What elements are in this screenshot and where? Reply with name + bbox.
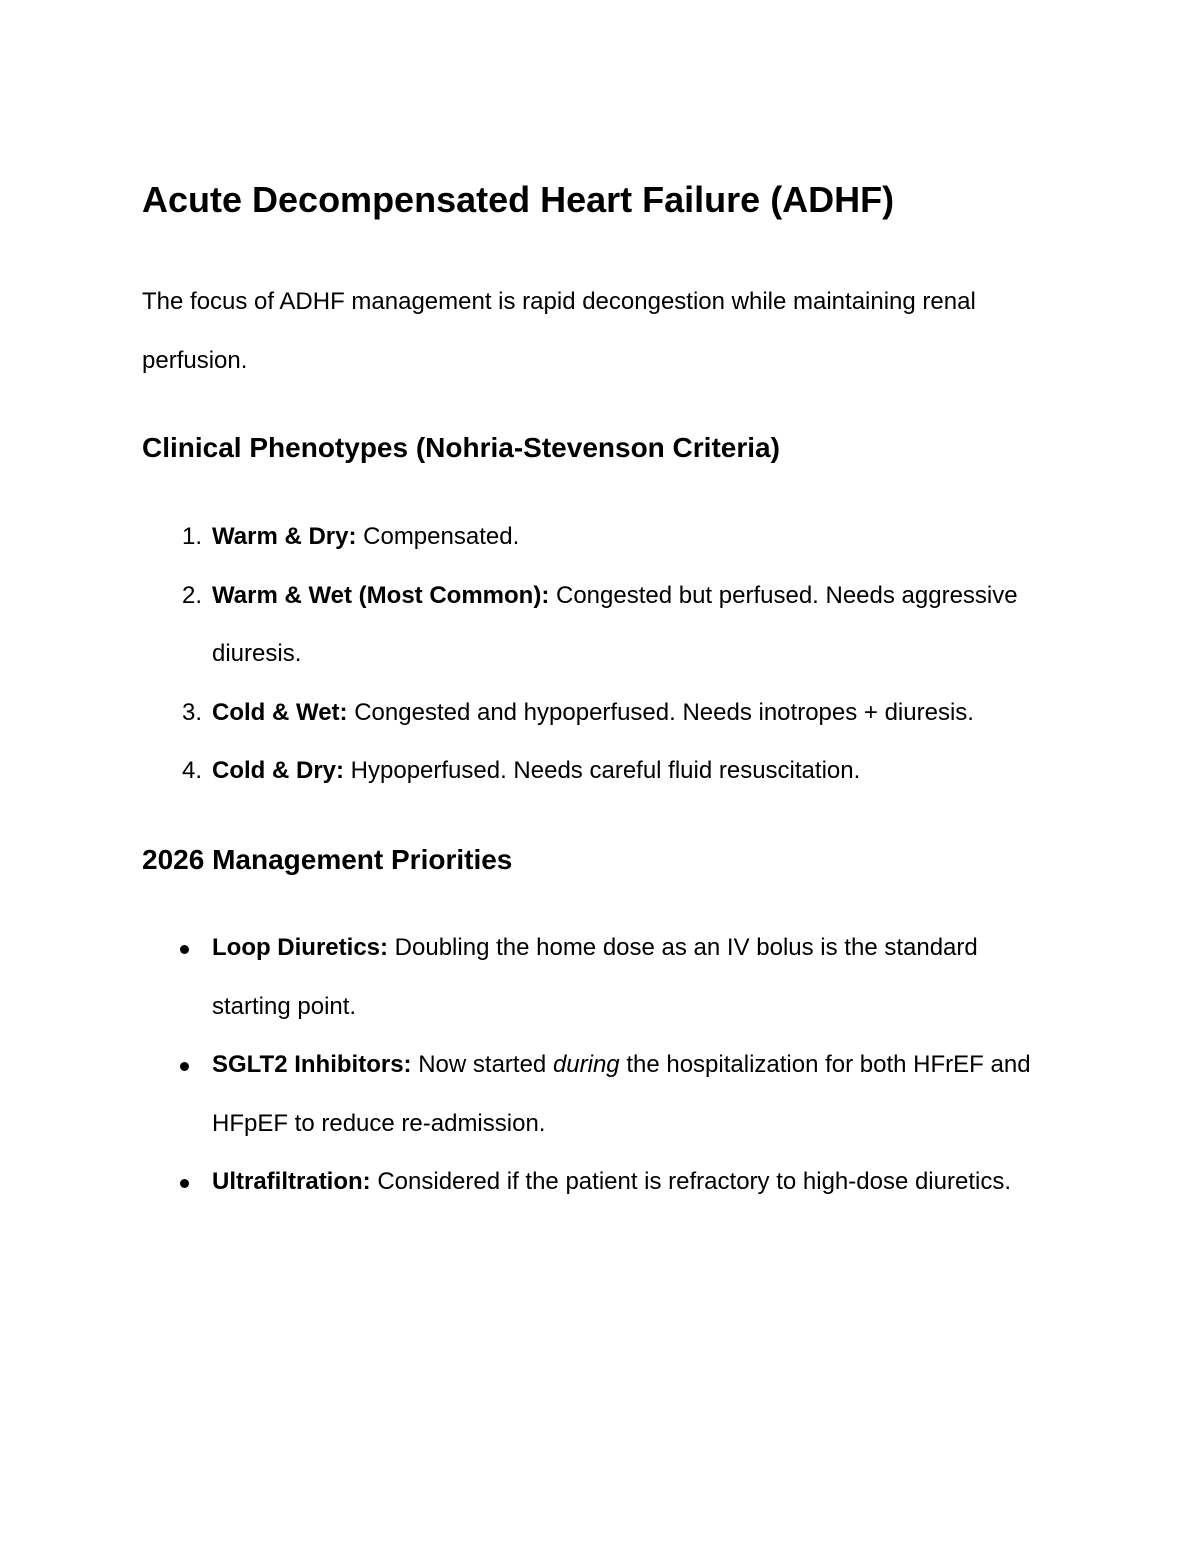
item-text: Congested but perfused. Needs aggressive diuresis.: [212, 581, 1018, 667]
phenotypes-heading: Clinical Phenotypes (Nohria-Stevenson Criteria): [142, 432, 780, 463]
list-number: 3.: [181, 698, 202, 726]
list-item: [142, 684, 1042, 743]
bullet-icon: [180, 1062, 189, 1071]
list-number: 2.: [181, 581, 202, 609]
document-title: Acute Decompensated Heart Failure (ADHF): [142, 179, 895, 220]
item-label: SGLT2 Inhibitors:: [212, 1051, 412, 1078]
intro-paragraph: The focus of ADHF management is rapid decongestion while maintaining renal perfusion.: [142, 288, 976, 374]
bullet-icon: [180, 945, 189, 954]
bullet-icon: [180, 1179, 189, 1188]
priorities-list: [142, 919, 1042, 1212]
list-item: [142, 1036, 1042, 1153]
item-text: Considered if the patient is refractory to high-dose diuretics.: [370, 1168, 1011, 1195]
list-item: [142, 919, 1042, 1036]
phenotypes-list: [142, 508, 1042, 801]
item-emphasis: during: [552, 1051, 620, 1078]
item-text: the hospitalization for both HFrEF and HFpEF to reduce re-admission.: [212, 1051, 1031, 1137]
item-text: Compensated.: [356, 523, 520, 550]
item-label: Cold & Wet:: [212, 698, 348, 726]
list-number: 1.: [181, 523, 202, 550]
item-label: Loop Diuretics:: [212, 934, 389, 961]
item-label: Warm & Dry:: [212, 523, 357, 550]
list-item: [142, 567, 1042, 684]
item-text: Now started: [411, 1051, 553, 1078]
item-label: Ultrafiltration:: [212, 1168, 371, 1195]
item-text: Congested and hypoperfused. Needs inotropes + diuresis.: [347, 698, 974, 726]
list-item: [142, 508, 1042, 567]
item-label: Warm & Wet (Most Common):: [212, 581, 550, 609]
priorities-heading: 2026 Management Priorities: [142, 844, 513, 875]
list-item: [142, 1153, 1042, 1212]
list-number: 4.: [181, 757, 202, 784]
item-text: Doubling the home dose as an IV bolus is the standard starting point.: [212, 934, 978, 1020]
list-item: [142, 742, 1042, 801]
item-label: Cold & Dry:: [212, 757, 344, 784]
item-text: Hypoperfused. Needs careful fluid resuscitation.: [344, 757, 861, 784]
